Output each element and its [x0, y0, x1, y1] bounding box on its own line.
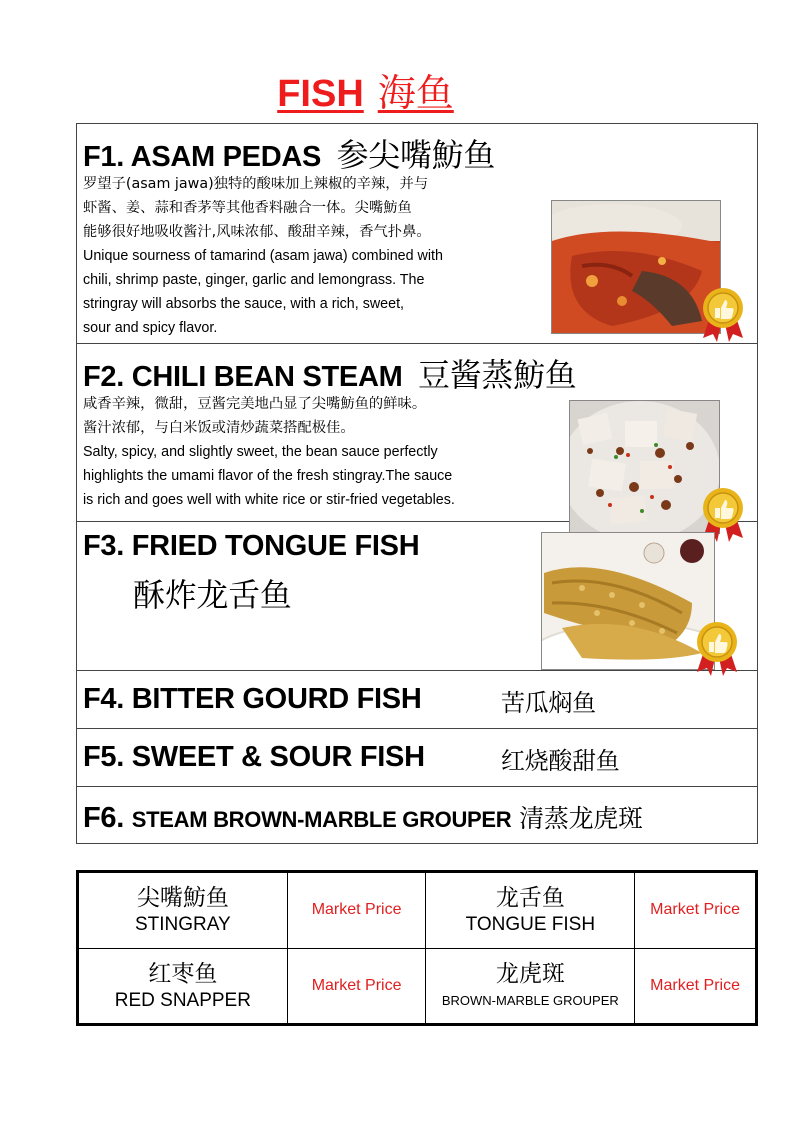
menu-item-f3[interactable] [77, 522, 757, 671]
item-description [83, 392, 455, 512]
fish-name-cn: 龙虎斑 [495, 960, 565, 987]
item-name [83, 350, 577, 396]
fish-name-en: TONGUE FISH [465, 914, 596, 936]
item-description [83, 172, 443, 340]
desc-line: 罗望子(asam jawa)独特的酸味加上辣椒的辛辣，并与 [83, 176, 429, 192]
desc-line: stringray will absorbs the sauce, with a rich, sweet, [83, 296, 405, 312]
desc-line: 酱汁浓郁，与白米饭或清炒蔬菜搭配极佳。 [83, 420, 355, 436]
fish-cell [79, 873, 288, 949]
price-table [76, 870, 758, 1026]
item-name-cn-line [133, 570, 292, 616]
title-text [277, 62, 454, 117]
menu-item-f1[interactable] [77, 124, 757, 344]
thumbs-up-badge-icon [701, 286, 745, 342]
item-name-en: STEAM BROWN-MARBLE GROUPER [131, 807, 512, 832]
fish-cell [79, 948, 288, 1024]
item-name-en: F5. SWEET & SOUR FISH [83, 741, 425, 773]
price-value: Market Price [287, 873, 426, 949]
price-value: Market Price [287, 948, 426, 1024]
item-name [83, 130, 495, 176]
title-en: FISH [277, 73, 364, 115]
item-name-cn: 红烧酸甜鱼 [501, 747, 620, 775]
fish-name-en: RED SNAPPER [114, 989, 251, 1011]
price-row [79, 948, 756, 1024]
thumbs-up-badge-icon [695, 620, 739, 676]
item-name-en: F3. FRIED TONGUE FISH [83, 530, 420, 562]
desc-line: highlights the umami flavor of the fresh stingray.The sauce [83, 468, 453, 484]
dish-photo-fried-tongue-fish [541, 532, 715, 670]
fish-name-cn: 尖嘴魴鱼 [136, 885, 229, 912]
price-value: Market Price [635, 948, 756, 1024]
fish-name-en: STINGRAY [135, 914, 231, 936]
fish-name-cn: 红枣鱼 [148, 960, 218, 987]
desc-line: is rich and goes well with white rice or stir-fried vegetables. [83, 492, 455, 508]
menu-item-f6[interactable] [77, 787, 757, 845]
fish-cell [426, 873, 635, 949]
menu-item-f2[interactable] [77, 344, 757, 522]
price-row [79, 873, 756, 949]
item-name-en: F2. CHILI BEAN STEAM [83, 361, 403, 393]
item-name-en: F4. BITTER GOURD FISH [83, 683, 422, 715]
fish-menu [76, 123, 758, 844]
item-name-cn-line [501, 683, 596, 719]
page-title [0, 62, 793, 117]
item-name-cn-line [501, 741, 620, 777]
desc-line: sour and spicy flavor. [83, 320, 218, 336]
desc-line: Salty, spicy, and slightly sweet, the bean sauce perfectly [83, 444, 438, 460]
desc-line: 能够很好地吸收酱汁,风味浓郁、酸甜辛辣，香气扑鼻。 [83, 224, 431, 240]
price-value: Market Price [635, 873, 756, 949]
fish-cell [426, 948, 635, 1024]
desc-line: Unique sourness of tamarind (asam jawa) combined with [83, 248, 443, 264]
menu-item-f4[interactable] [77, 671, 757, 729]
dish-photo-asam-pedas [551, 200, 721, 334]
item-name-cn: 清蒸龙虎斑 [519, 804, 643, 833]
item-name-cn: 酥炸龙舌鱼 [133, 576, 292, 614]
desc-line: 虾酱、姜、蒜和香茅等其他香料融合一体。尖嘴魴鱼 [83, 200, 412, 216]
desc-line: 咸香辛辣，微甜，豆酱完美地凸显了尖嘴魴鱼的鲜味。 [83, 396, 427, 412]
desc-line: chili, shrimp paste, ginger, garlic and lemongrass. The [83, 272, 425, 288]
item-name-cn: 豆酱蒸魴鱼 [417, 356, 577, 394]
item-name-en: F1. ASAM PEDAS [83, 141, 322, 173]
item-name-cn: 苦瓜焖鱼 [501, 689, 596, 717]
fish-name-cn: 龙舌鱼 [495, 885, 565, 912]
fish-name-en: BROWN-MARBLE GROUPER [441, 992, 619, 1008]
dish-photo-chili-bean-steam [569, 400, 720, 534]
item-name-cn: 参尖嘴魴鱼 [336, 136, 496, 174]
item-name [83, 799, 643, 835]
menu-item-f5[interactable] [77, 729, 757, 787]
title-cn: 海鱼 [377, 71, 454, 115]
item-code: F6. [83, 802, 124, 834]
